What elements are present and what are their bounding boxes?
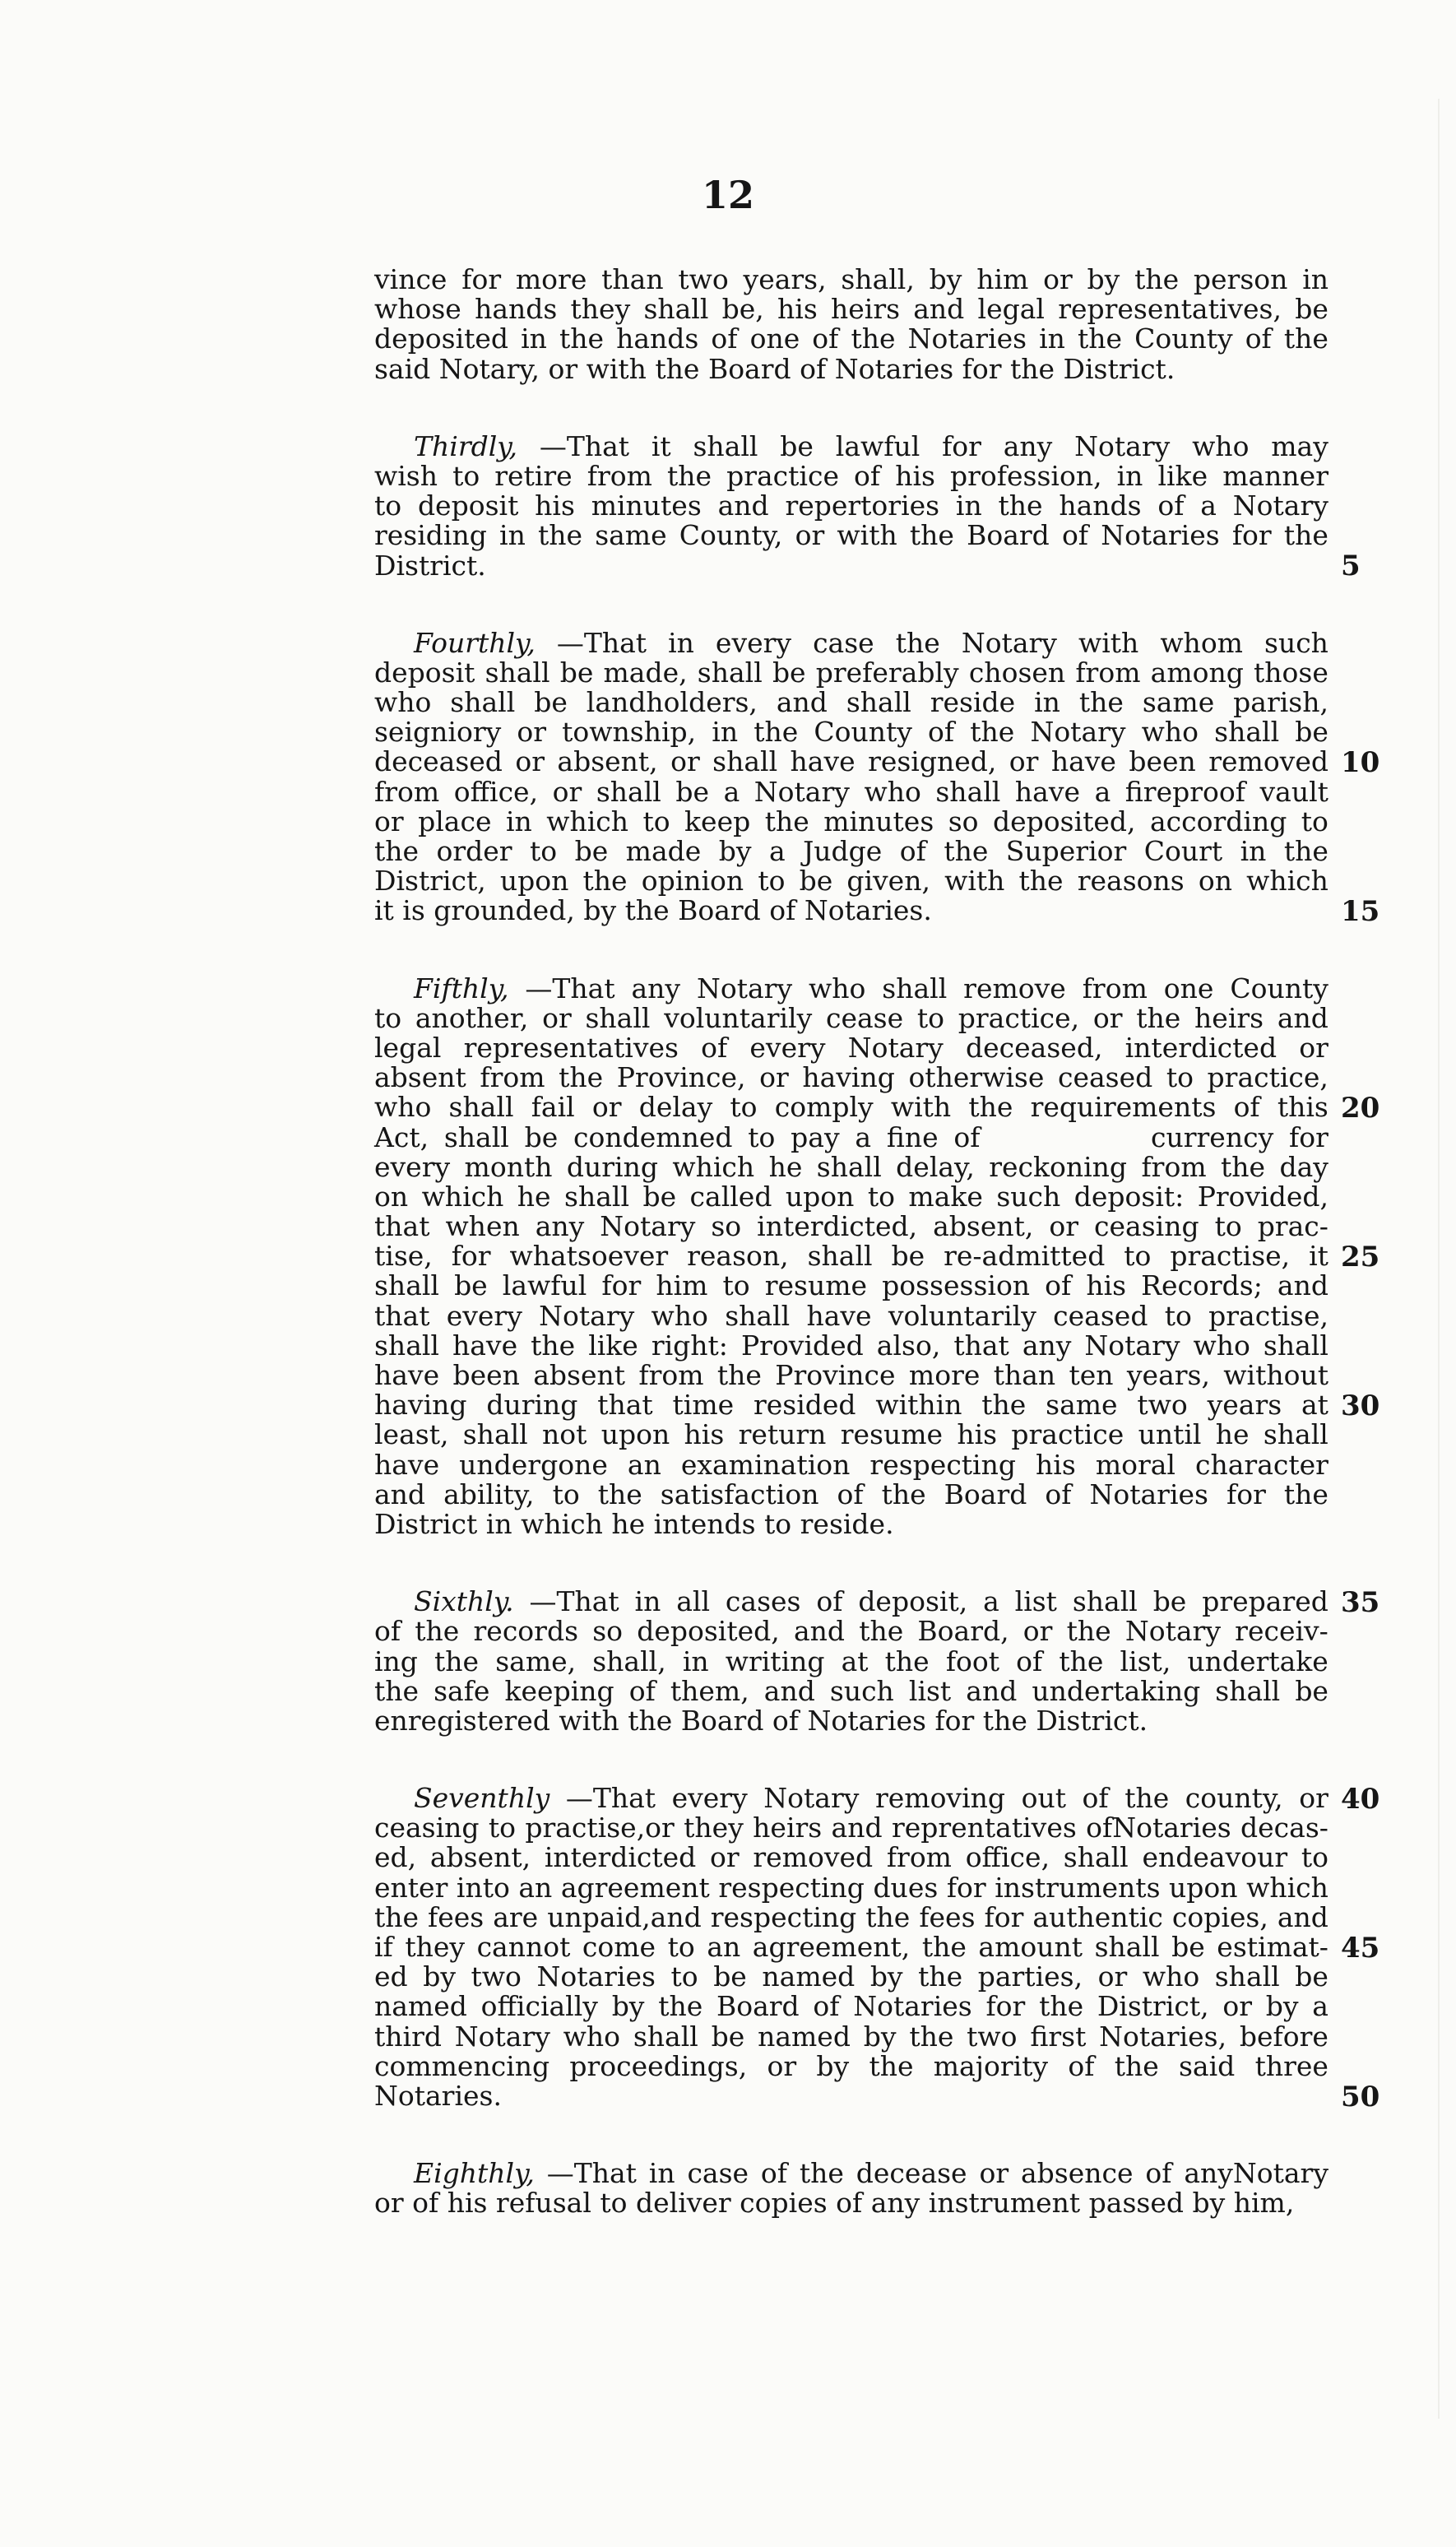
text-line: absent from the Province, or having otherwise ceased to practice,	[374, 1061, 1328, 1094]
text-line: District, upon the opinion to be given, with the reasons on which	[374, 865, 1328, 898]
text-span: said Notary, or with the Board of Notaries for the District.	[374, 352, 1175, 385]
line-number: 25	[1341, 1240, 1380, 1274]
text-span: enregistered with the Board of Notaries for the District.	[374, 1704, 1148, 1737]
text-line: or place in which to keep the minutes so deposited, according to	[374, 805, 1328, 837]
text-line: Fifthly, —That any Notary who shall remove from one County	[414, 972, 1328, 1004]
text-span: it is grounded, by the Board of Notaries.	[374, 894, 932, 927]
text-line: legal representatives of every Notary deceased, interdicted or	[374, 1031, 1328, 1064]
paragraph	[374, 1784, 1328, 2111]
text-line: to another, or shall voluntarily cease to practice, or the heirs and	[374, 1001, 1328, 1034]
text-line: have been absent from the Province more than ten years, without	[374, 1359, 1328, 1391]
text-span: District in which he intends to reside.	[374, 1507, 894, 1540]
text-line: shall have the like right: Provided also, that any Notary who shall	[374, 1329, 1328, 1362]
text-line: third Notary who shall be named by the two first Notaries, before	[374, 2020, 1328, 2053]
text-line: every month during which he shall delay, reckoning from the day	[374, 1150, 1328, 1183]
text-line: Fourthly, —That in every case the Notary with whom such	[414, 626, 1328, 659]
text-line: deceased or absent, or shall have resigned, or have been removed	[374, 745, 1328, 778]
line-number: 40	[1341, 1782, 1380, 1816]
paragraph	[374, 1587, 1328, 1736]
text-line: enter into an agreement respecting dues for instruments upon which	[374, 1871, 1328, 1904]
text-line	[374, 896, 1328, 926]
text-line: wish to retire from the practice of his profession, in like manner	[374, 459, 1328, 492]
paragraph-lead-word: Fourthly,	[414, 626, 536, 659]
text-line: named officially by the Board of Notaries for the District, or by a	[374, 1990, 1328, 2023]
text-line: having during that time resided within the same two years at	[374, 1389, 1328, 1422]
page-edge	[1438, 99, 1440, 2419]
text-line: Eighthly, —That in case of the decease or absence of anyNotary	[414, 2157, 1328, 2190]
text-line: whose hands they shall be, his heirs and legal representatives, be	[374, 293, 1328, 326]
paragraph	[374, 265, 1328, 384]
text-line: residing in the same County, or with the Board of Notaries for the	[374, 519, 1328, 552]
text-line: deposit shall be made, shall be preferably chosen from among those	[374, 656, 1328, 689]
text-line	[374, 1706, 1328, 1736]
line-number: 5	[1341, 549, 1361, 582]
paragraph	[374, 974, 1328, 1540]
line-number: 50	[1341, 2080, 1380, 2113]
text-line: and ability, to the satisfaction of the Board of Notaries for the	[374, 1478, 1328, 1510]
line-number: 35	[1341, 1585, 1380, 1619]
body-text	[374, 265, 1328, 2266]
text-line: ing the same, shall, in writing at the foot of the list, undertake	[374, 1645, 1328, 1677]
line-number: 30	[1341, 1389, 1380, 1422]
line-number: 45	[1341, 1931, 1380, 1965]
page-number: 12	[701, 173, 754, 217]
text-line: shall be lawful for him to resume possession of his Records; and	[374, 1269, 1328, 1302]
text-line: seigniory or township, in the County of the Notary who shall be	[374, 716, 1328, 749]
text-line: tise, for whatsoever reason, shall be re-admitted to practise, it	[374, 1240, 1328, 1273]
text-line: Act, shall be condemned to pay a fine of currency for	[374, 1120, 1328, 1153]
text-span: or of his refusal to deliver copies of any instrument passed by him,	[374, 2187, 1295, 2220]
text-line	[374, 2188, 1328, 2218]
currency-fragment: currency	[1151, 1120, 1274, 1153]
paragraph-lead-word: Sixthly.	[414, 1585, 514, 1618]
text-line: deposited in the hands of one of the Notaries in the County of the	[374, 322, 1328, 355]
text-line	[374, 2081, 1328, 2111]
currency-fragment: for	[1288, 1120, 1328, 1153]
paragraph-lead-word: Fifthly,	[414, 972, 509, 1004]
line-number: 10	[1341, 745, 1380, 779]
line-number: 15	[1341, 894, 1380, 928]
text-line: if they cannot come to an agreement, the amount shall be estimat-	[374, 1931, 1328, 1963]
text-line: to deposit his minutes and repertories in the hands of a Notary	[374, 489, 1328, 522]
text-line	[374, 352, 1328, 385]
text-line: the order to be made by a Judge of the Superior Court in the	[374, 835, 1328, 867]
text-line	[374, 1507, 1328, 1540]
paragraph-lead-word: Eighthly,	[414, 2157, 535, 2190]
text-line: have undergone an examination respecting his moral character	[374, 1448, 1328, 1481]
text-line: Thirdly, —That it shall be lawful for any Notary who may	[414, 429, 1328, 462]
text-line: of the records so deposited, and the Board, or the Notary receiv-	[374, 1615, 1328, 1648]
paragraph-lead-word: Seventhly	[414, 1782, 550, 1815]
text-line: Sixthly. —That in all cases of deposit, a list shall be prepared	[414, 1585, 1328, 1618]
text-line: ed by two Notaries to be named by the parties, or who shall be	[374, 1960, 1328, 1993]
text-line: the fees are unpaid,and respecting the fees for authentic copies, and	[374, 1900, 1328, 1933]
text-line: the safe keeping of them, and such list and undertaking shall be	[374, 1674, 1328, 1707]
text-line: who shall fail or delay to comply with the requirements of this	[374, 1091, 1328, 1124]
text-line: commencing proceedings, or by the majority of the said three	[374, 2049, 1328, 2082]
text-line: ed, absent, interdicted or removed from office, shall endeavour to	[374, 1841, 1328, 1874]
paragraph	[374, 429, 1328, 582]
text-line: that when any Notary so interdicted, absent, or ceasing to prac-	[374, 1210, 1328, 1243]
paragraph-lead-word: Thirdly,	[414, 429, 518, 462]
text-span: District.	[374, 549, 486, 582]
text-line: from office, or shall be a Notary who shall have a fireproof vault	[374, 775, 1328, 808]
text-span: Notaries.	[374, 2079, 502, 2112]
line-number: 20	[1341, 1091, 1380, 1125]
text-line	[374, 551, 1328, 581]
text-line: on which he shall be called upon to make such deposit: Provided,	[374, 1180, 1328, 1213]
text-line: ceasing to practise,or they heirs and reprentatives ofNotaries decas-	[374, 1812, 1328, 1844]
text-line: who shall be landholders, and shall reside in the same parish,	[374, 686, 1328, 719]
text-line: least, shall not upon his return resume his practice until he shall	[374, 1418, 1328, 1451]
text-line: vince for more than two years, shall, by him or by the person in	[374, 263, 1328, 295]
text-line: that every Notary who shall have voluntarily ceased to practise,	[374, 1299, 1328, 1332]
paragraph	[374, 2159, 1328, 2218]
paragraph	[374, 626, 1328, 927]
text-line: Seventhly —That every Notary removing out of the county, or	[414, 1782, 1328, 1815]
